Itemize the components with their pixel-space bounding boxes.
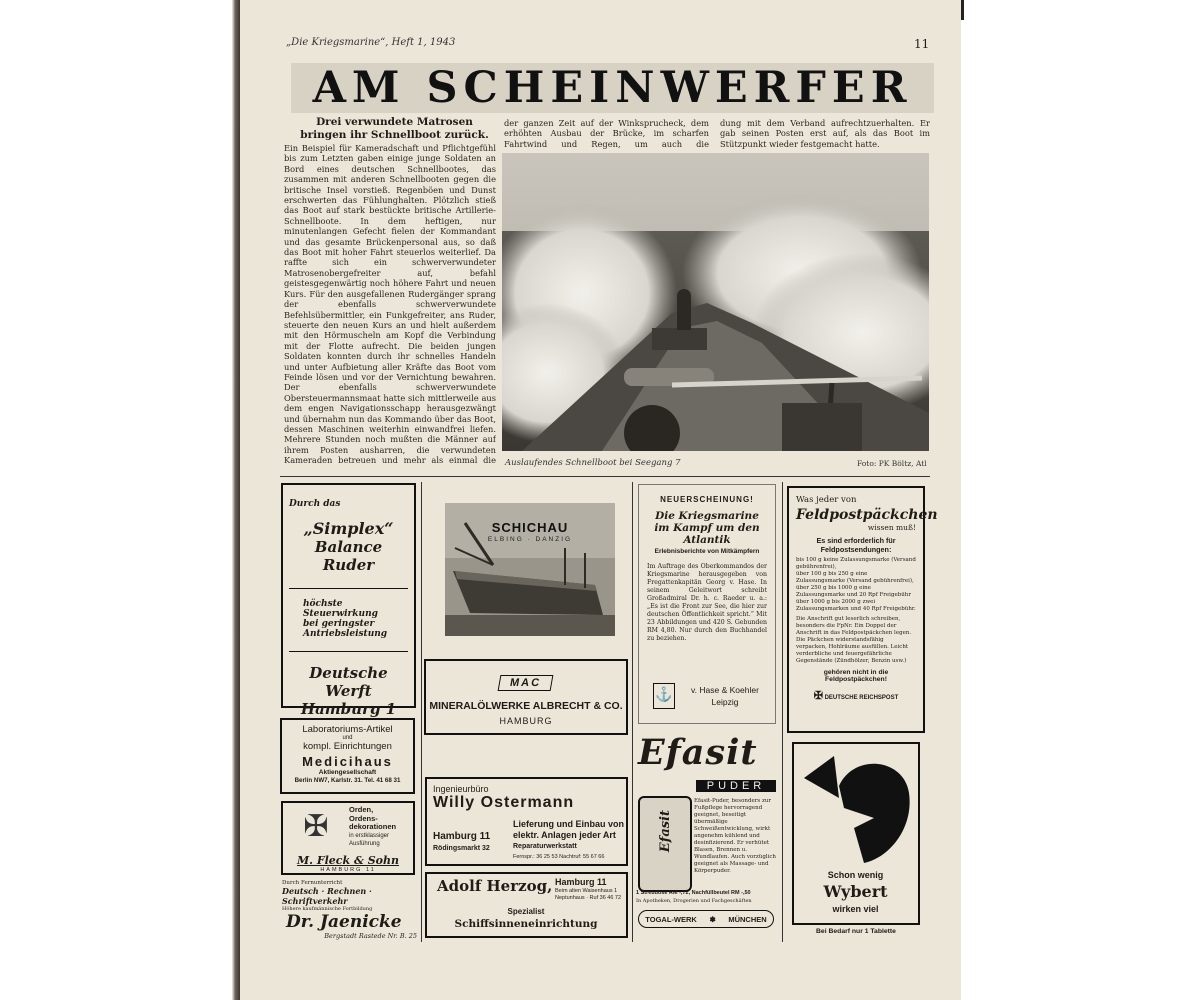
simplex-claim-3: Antriebsleistung — [303, 629, 388, 639]
ostermann-phone: Fernspr.: 36 25 53 Nachtruf: 55 67 66 — [513, 854, 605, 860]
post-sub: Es sind erforderlich für Feldpostsendungen: — [816, 536, 896, 554]
jaenicke-line-2: Deutsch · Rechnen · Schriftverkehr — [282, 886, 372, 906]
schichau-sub: ELBING · DANZIG — [487, 536, 573, 543]
ad-wybert — [792, 742, 920, 925]
orden-line-1: Orden, — [349, 805, 374, 814]
book-subtitle: Erlebnisberichte von Mitkämpfern — [654, 548, 760, 555]
article-column-3 — [720, 118, 930, 150]
post-rate-2: über 100 g bis 250 g eine Zulassungsmarke (Versand gebührenfrei), — [796, 571, 914, 584]
medici-line-2: und — [342, 735, 353, 741]
ostermann-name: Willy Ostermann — [433, 794, 575, 811]
medal-icon: ✠ — [303, 809, 329, 844]
mac-logo: MAC — [498, 675, 554, 691]
medici-line-1: Laboratoriums-Artikel — [302, 724, 393, 735]
ad-column-rule-2 — [632, 482, 633, 942]
post-warning: gehören nicht in die Feldpostpäckchen! — [823, 669, 889, 683]
efasit-sub: PUDER — [696, 780, 776, 792]
column-1-text: Ein Beispiel für Kameradschaft und Pflichtgefühl bis zum Letzten gaben einige junge Soldaten an Bord eines deutschen Schnellbootes, das zusammen mit anderen Schnellbooten gegen die britische Insel vorstieß. Regenböen und Dunst erschwerten das Fühlunghalten. Plötzlich stieß das Boot auf stark bestückte britische Artillerie-Schnellboote. In dem heftigen, nur minutenlangen Gefecht fielen der Kommandant und das gesamte Brückenpersonal aus, so daß das Boot mit hoher Fahrt steuerlos weiterlief. Da raffte sich ein schwerverwundeter Matrosenobergefreiter auf, befahl geistesgegenwärtig noch höhere Fahrt und neuen Kurs. Für den ausgefallenen Rudergänger sprang der ebenfalls schwerverwundete Befehlsübermittler, ein Funkgefreiter, ans Ruder, steuerte den neuen Kurs an und hielt außerdem mit den Hörmuscheln am Kopf die Verbindung mit der Flotte aufrecht. Die beiden jungen Soldaten konnten durch ihr schnelles Handeln und unter Aufbietung aller Kräfte das Boot vom Feinde lösen und vor der Vernichtung bewahren. Der ebenfalls schwerverwundete Obersteuermannsmaat hatte sich mittlerweile aus dem engen Navigationsschapp herausgezwängt und übernahm nun das Kommando über das Boot, dessen Maschinen weiterhin einwandfrei liefen. Mehrere Stunden noch mußten die Männer auf ihrem Posten ausharren, die verwundeten Kameraden betreuen und mehr als einmal die — [284, 143, 496, 465]
ad-book-atlantik — [638, 484, 776, 724]
publisher-logo-icon: ⚓ — [653, 683, 675, 709]
ad-mac-mineraloel — [424, 659, 628, 735]
scan-background-right — [961, 0, 1200, 1000]
simplex-claim-2: bei geringster — [303, 619, 375, 629]
post-intro: Was jeder von — [796, 495, 857, 505]
ostermann-kicker: Ingenieurbüro — [433, 784, 489, 794]
simplex-product-2: Balance Ruder — [314, 538, 383, 574]
ad-feldpost — [787, 486, 938, 733]
efasit-logo: Efasit — [638, 732, 758, 773]
ad-fleck-orden — [281, 801, 415, 875]
article-column-2 — [504, 118, 709, 150]
post-footer-text: DEUTSCHE REICHSPOST — [824, 695, 899, 701]
schnellboot-photo — [502, 153, 929, 451]
orden-line-4: in erstklassiger — [349, 832, 390, 839]
efasit-maker-city: MÜNCHEN — [728, 914, 767, 924]
efasit-can-icon — [638, 796, 692, 892]
medici-name: Medicihaus — [302, 754, 393, 769]
page-edge-shadow — [232, 0, 240, 1000]
ostermann-services — [513, 819, 624, 852]
ad-medicihaus — [280, 718, 415, 794]
section-rule — [280, 476, 930, 477]
eagle-icon: ✠ — [813, 690, 823, 702]
article-title: AM SCHEINWERFER — [312, 63, 913, 113]
article-column-1 — [284, 143, 496, 465]
post-rate-4: über 1000 g bis 2000 g zwei Zulassungsmarken und 40 Rpf Freigebühr. — [796, 599, 916, 612]
wybert-line-2: wirken viel — [832, 904, 879, 914]
efasit-text: Efasit-Puder, besonders zur Fußpflege hervorragend geeignet, beseitigt übermäßige Schweißentwicklung, wirkt angenehm kühlend und desinfizierend. Er verhütet Blasen, Brennen u. Wundlaufen. Auch vorzüglich geeignet als Massage- und Körperpuder. — [694, 798, 776, 874]
schnellboot-photo-graphic — [502, 153, 929, 451]
column-3-text: dung mit dem Verband aufrechtzuerhalten. Er gab seinen Posten erst auf, als das Boot im Stützpunkt wieder festgemacht hatte. — [720, 118, 930, 149]
ostermann-city: Hamburg 11 — [433, 831, 491, 842]
post-headline: Feldpostpäckchen — [796, 507, 938, 523]
jaenicke-line-3: Höhere kaufmännische Fortbildung — [282, 906, 373, 912]
medici-address: Berlin NW7, Karlstr. 31. Tel. 41 68 31 — [294, 777, 401, 784]
simplex-claim-1: höchste Steuerwirkung — [303, 599, 378, 619]
simplex-city: Hamburg 1 — [300, 700, 397, 718]
post-rate-1: bis 100 g keine Zulassungsmarke (Versand gebührenfrei), — [796, 557, 916, 570]
post-footer — [796, 689, 916, 702]
photo-caption: Auslaufendes Schnellboot bei Seegang 7 — [505, 458, 681, 468]
ad-efasit — [636, 732, 780, 940]
efasit-maker — [638, 910, 774, 928]
book-title: Die Kriegsmarine im Kampf um den Atlantik — [654, 510, 760, 546]
simplex-product: „Simplex“ — [303, 519, 394, 538]
togal-logo-icon: ✽ — [709, 914, 716, 924]
medici-sub: Aktiengesellschaft — [318, 769, 377, 776]
ostermann-street: Rödingsmarkt 32 — [433, 845, 490, 852]
ad-willy-ostermann — [425, 777, 628, 866]
mac-city: HAMBURG — [499, 716, 553, 726]
book-kicker: NEUERSCHEINUNG! — [660, 495, 754, 504]
book-city: Leipzig — [711, 697, 739, 707]
wybert-line-1: Schon wenig — [827, 870, 884, 880]
ad-jaenicke — [282, 880, 417, 940]
herzog-address-1: Beim alten Waisenhaus 1 — [555, 888, 618, 894]
column-2-text: der ganzen Zeit auf der Winksprucheck, dem erhöhten Ausbau der Brücke, im scharfen Fahrtwind und Regen, um auch die — [504, 118, 709, 149]
schichau-name: SCHICHAU — [491, 520, 569, 535]
orden-line-2: Ordens- — [349, 813, 378, 823]
herzog-spec: Spezialist — [507, 907, 545, 916]
book-publisher: v. Hase & Koehler — [691, 685, 759, 695]
jaenicke-name: Dr. Jaenicke — [286, 912, 402, 932]
herzog-city: Hamburg 11 — [555, 877, 607, 887]
ostermann-service-1: Lieferung und Einbau von — [513, 819, 624, 829]
medici-line-3: kompl. Einrichtungen — [303, 741, 392, 752]
herzog-spec-2: Schiffsinneneinrichtung — [454, 918, 598, 930]
ostermann-service-3: Reparaturwerkstatt — [513, 843, 577, 850]
herzog-name: Adolf Herzog, — [437, 877, 553, 895]
book-text: Im Auftrage des Oberkommandos der Kriegsmarine herausgegeben von Fregattenkapitän Georg v. Hase. In seinem Geleitwort schreibt Großadmiral Dr. h. c. Raeder u. a.: „Es ist die Front zur See, die hier zur deutschen Öffentlichkeit spricht.“ Mit 23 Abbildungen und 420 S. Gebunden RM 4,80. Nur durch den Buchhandel zu beziehen. — [647, 563, 767, 642]
efasit-can-label: Efasit — [657, 810, 673, 853]
orden-text — [349, 806, 396, 849]
simplex-company: Deutsche Werft — [309, 664, 388, 700]
post-text: Die Anschrift gut leserlich schreiben, besonders die FpNr. Ein Doppel der Anschrift in das Feldpostpäckchen legen. Die Päckchen widerstandsfähig verpacken, Hohlräume ausfüllen. Leicht verderbliche und feuergefährliche Gegenstände (Zündhölzer, Benzin usw.) — [796, 616, 912, 664]
wybert-brand: Wybert — [823, 882, 888, 901]
photo-credit: Foto: PK Böltz, Atl — [857, 459, 927, 468]
orden-line-5: Ausführung — [349, 841, 380, 847]
herzog-address-2: Neptunhaus · Ruf 36 46 72 — [555, 895, 622, 901]
orden-line-3: dekorationen — [349, 822, 397, 831]
title-band — [291, 63, 934, 113]
jaenicke-address: Bergstadt Rastede Nr. B. 25 — [324, 932, 417, 940]
orden-city: HAMBURG 11 — [320, 867, 376, 873]
ad-adolf-herzog — [425, 872, 628, 938]
ad-column-rule-1 — [421, 482, 422, 942]
efasit-where: In Apotheken, Drogerien und Fachgeschäften — [636, 898, 752, 904]
running-header: „Die Kriegsmarine“, Heft 1, 1943 — [286, 37, 456, 48]
efasit-price: 1 Streudose RM -,72, Nachfüllbeutel RM -,50 — [636, 890, 751, 896]
simplex-intro: Durch das — [289, 499, 341, 509]
mac-company: MINERALÖLWERKE ALBRECHT & CO. — [429, 700, 623, 712]
ad-schichau — [445, 503, 615, 636]
scan-background-left — [0, 0, 238, 1000]
post-after: wissen muß! — [867, 523, 916, 532]
wybert-face-icon — [794, 748, 917, 868]
article-deck: Drei verwundete Matrosen bringen ihr Schnellboot zurück. — [300, 116, 489, 141]
ad-simplex-rudder — [281, 483, 416, 718]
wybert-footer: Bei Bedarf nur 1 Tablette — [816, 928, 896, 935]
ostermann-service-2: elektr. Anlagen jeder Art — [513, 830, 616, 840]
ad-column-rule-3 — [782, 482, 783, 942]
jaenicke-line-1: Durch Fernunterricht — [282, 880, 343, 886]
orden-company: M. Fleck & Sohn — [296, 854, 399, 867]
page-number: 11 — [914, 37, 930, 51]
post-rate-3: über 250 g bis 1000 g eine Zulassungsmarke und 20 Rpf Freigebühr — [796, 585, 911, 598]
efasit-maker-name: TOGAL-WERK — [645, 914, 697, 924]
